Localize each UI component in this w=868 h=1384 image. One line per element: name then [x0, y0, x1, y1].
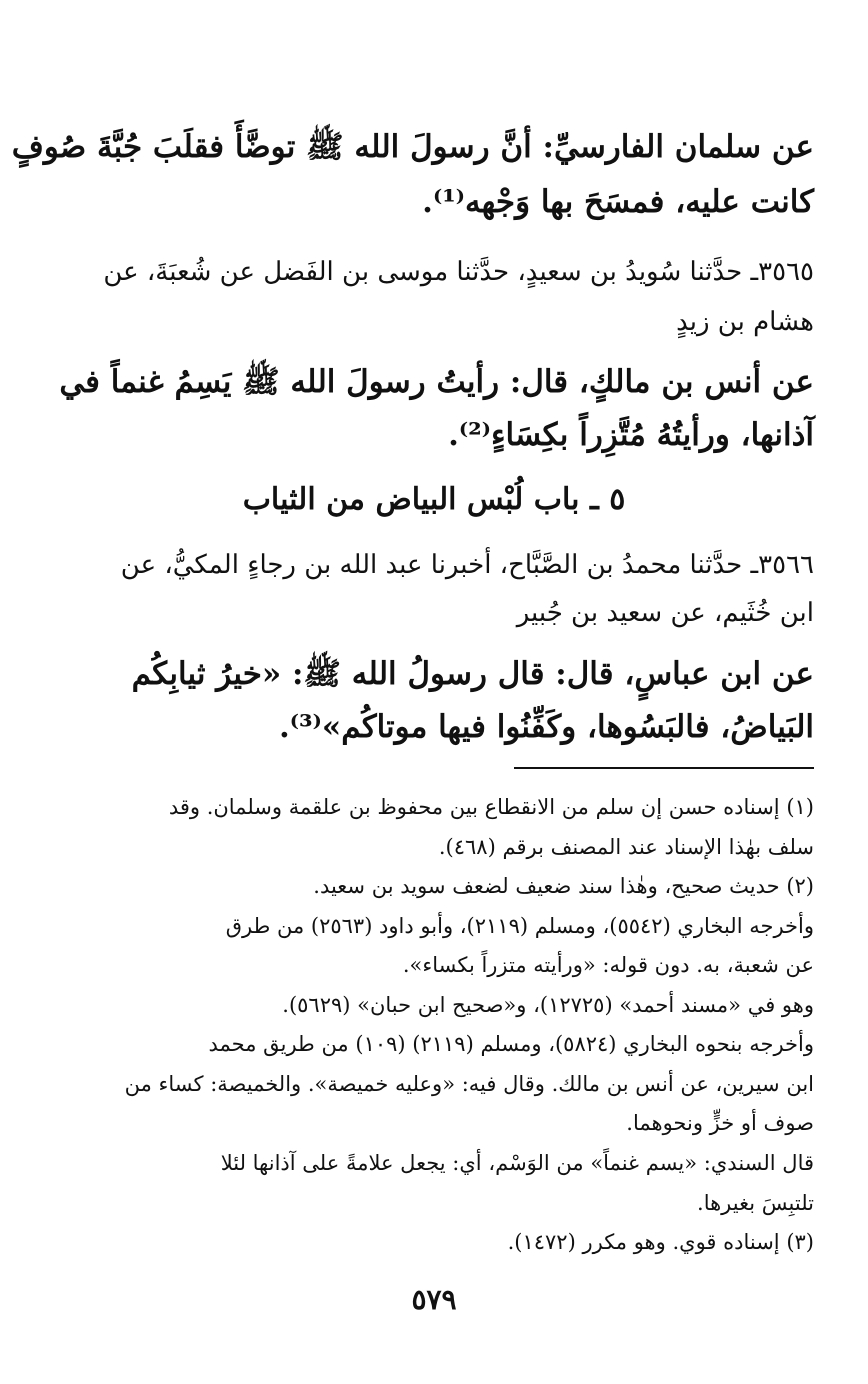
- chapter-heading: ٥ ـ باب لُبْس البياض من الثياب: [242, 482, 626, 517]
- isnad-line: ٣٥٦٥ـ حدَّثنا سُويدُ بن سعيدٍ، حدَّثنا موسى بن الفَضل عن شُعبَةَ، عن: [103, 257, 814, 287]
- page-number: ٥٧٩: [411, 1283, 457, 1316]
- hadith-text-line: البَياضُ، فالبَسُوها، وكَفِّنُوا فيها موتاكُم»⁽³⁾.: [279, 709, 814, 745]
- footnote-separator: [514, 767, 814, 769]
- footnote-line: (١) إسناده حسن إن سلم من الانقطاع بين محفوظ بن علقمة وسلمان. وقد: [168, 795, 814, 819]
- hadith-text-line: عن سلمان الفارسيِّ: أنَّ رسولَ الله ﷺ توضَّأَ فقلَبَ جُبَّةَ صُوفٍ: [11, 129, 814, 165]
- isnad-line: ٣٥٦٦ـ حدَّثنا محمدُ بن الصَّبَّاح، أخبرنا عبد الله بن رجاءٍ المكيُّ، عن: [120, 550, 814, 580]
- footnote-line: (٣) إسناده قوي. وهو مكرر (١٤٧٢).: [507, 1230, 814, 1254]
- hadith-text-line: عن ابن عباسٍ، قال: قال رسولُ الله ﷺ: «خيرُ ثيابِكُم: [131, 656, 814, 692]
- footnote-line: قال السندي: «يسم غنماً» من الوَسْم، أي: يجعل علامةً على آذانها لئلا: [220, 1151, 814, 1175]
- footnote-line: عن شعبة، به. دون قوله: «ورأيته متزراً بكساء».: [402, 953, 814, 977]
- hadith-text-line: آذانها، ورأيتُهُ مُتَّزِراً بكِسَاءٍ⁽²⁾.: [448, 417, 814, 453]
- footnote-line: وأخرجه بنحوه البخاري (٥٨٢٤)، ومسلم (٢١١٩) (١٠٩) من طريق محمد: [208, 1032, 814, 1056]
- footnote-line: وهو في «مسند أحمد» (١٢٧٢٥)، و«صحيح ابن حبان» (٥٦٢٩).: [282, 993, 814, 1017]
- footnote-line: ابن سيرين، عن أنس بن مالك. وقال فيه: «وعليه خميصة». والخميصة: كساء من: [124, 1072, 814, 1096]
- footnote-line: صوف أو خزٍّ ونحوهما.: [626, 1111, 814, 1135]
- isnad-line: ابن خُثَيم، عن سعيد بن جُبير: [516, 598, 814, 628]
- hadith-text-line: كانت عليه، فمسَحَ بها وَجْهه⁽¹⁾.: [422, 184, 814, 220]
- footnote-line: (٢) حديث صحيح، وهٰذا سند ضعيف لضعف سويد بن سعيد.: [313, 874, 814, 898]
- footnote-line: سلف بهٰذا الإسناد عند المصنف برقم (٤٦٨).: [438, 835, 814, 859]
- isnad-line: هشام بن زيدٍ: [676, 307, 814, 337]
- hadith-text-line: عن أنس بن مالكٍ، قال: رأيتُ رسولَ الله ﷺ يَسِمُ غنماً في: [59, 364, 814, 400]
- footnote-line: تلتبِسَ بغيرها.: [697, 1191, 814, 1215]
- footnote-line: وأخرجه البخاري (٥٥٤٢)، ومسلم (٢١١٩)، وأبو داود (٢٥٦٣) من طرق: [225, 914, 814, 938]
